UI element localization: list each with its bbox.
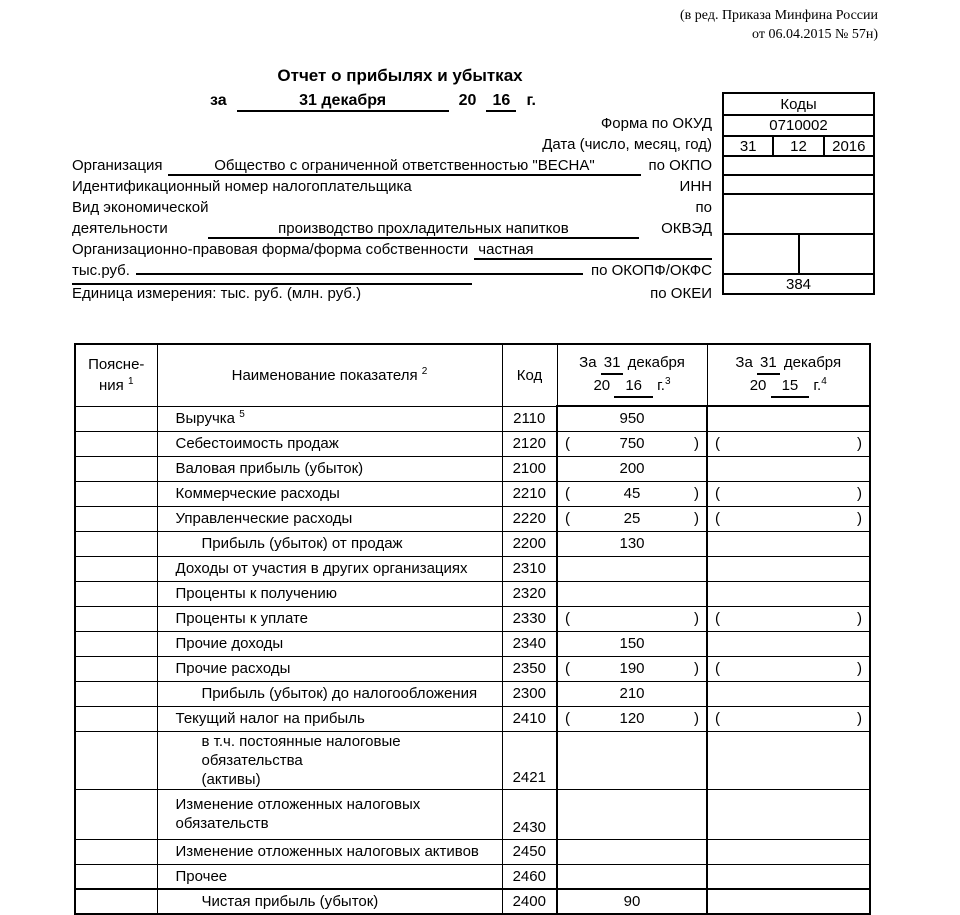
indicator-name-cell: Проценты к получению [157, 581, 502, 606]
table-row [75, 406, 870, 431]
table-row [75, 706, 870, 731]
close-paren: ) [694, 435, 699, 452]
previous-period-cell [707, 406, 870, 431]
line-code-cell: 2220 [502, 506, 557, 531]
line-code-cell: 2310 [502, 556, 557, 581]
close-paren: ) [857, 485, 862, 502]
previous-period-cell [707, 581, 870, 606]
indicator-name-cell: Доходы от участия в других организациях [157, 556, 502, 581]
legal-form-label: Организационно-правовая форма/форма собственности [72, 241, 469, 258]
report-table [74, 343, 871, 915]
current-period-cell: 150 [557, 631, 707, 656]
codes-panel [722, 92, 875, 295]
open-paren: ( [565, 510, 570, 527]
current-period-cell-value: 25 [623, 510, 641, 527]
explanation-cell [75, 631, 157, 656]
open-paren: ( [715, 710, 720, 727]
previous-period-cell [707, 681, 870, 706]
explanation-cell [75, 406, 157, 431]
activity-code-label-1: по [695, 199, 712, 216]
indicator-name-cell: в т.ч. постоянные налоговые обязательства (активы) [157, 731, 502, 789]
table-row [75, 531, 870, 556]
current-period-cell [557, 789, 707, 839]
close-paren: ) [694, 510, 699, 527]
line-code-cell: 2200 [502, 531, 557, 556]
explanation-cell [75, 531, 157, 556]
current-period-cell [557, 581, 707, 606]
open-paren: ( [565, 485, 570, 502]
previous-period-cell [707, 789, 870, 839]
okopf-row [72, 262, 712, 283]
indicator-name-cell: Чистая прибыль (убыток) [157, 889, 502, 914]
table-row [75, 581, 870, 606]
explanation-cell [75, 889, 157, 914]
current-period-cell [557, 656, 707, 681]
line-code-cell: 2410 [502, 706, 557, 731]
indicator-name-cell: Прочее [157, 864, 502, 889]
previous-period-cell [707, 531, 870, 556]
table-row [75, 789, 870, 839]
indicator-name-cell: Проценты к уплате [157, 606, 502, 631]
line-code-cell: 2320 [502, 581, 557, 606]
line-code-cell: 2330 [502, 606, 557, 631]
okfs-cell [798, 235, 874, 273]
line-code-cell: 2450 [502, 839, 557, 864]
indicator-name-cell: Прочие доходы [157, 631, 502, 656]
period-year-value: 16 [486, 92, 516, 112]
close-paren: ) [857, 610, 862, 627]
header-info [72, 115, 712, 304]
okopf-code-label: по ОКОПФ/ОКФС [590, 262, 712, 279]
period-year-prefix: 20 [458, 92, 477, 109]
explanation-cell [75, 581, 157, 606]
report-period [210, 92, 536, 112]
current-period-cell [557, 706, 707, 731]
inn-label: Идентификационный номер налогоплательщика [72, 178, 412, 195]
current-period-cell: 130 [557, 531, 707, 556]
date-code-box [722, 135, 875, 157]
close-paren: ) [694, 485, 699, 502]
close-paren: ) [857, 660, 862, 677]
open-paren: ( [565, 435, 570, 452]
close-paren: ) [857, 710, 862, 727]
current-period-cell-value: 120 [619, 710, 645, 727]
indicator-name-cell: Текущий налог на прибыль [157, 706, 502, 731]
current-period-cell: 90 [557, 889, 707, 914]
inn-code-box [722, 174, 875, 195]
okei-code-box: 384 [722, 273, 875, 295]
open-paren: ( [715, 485, 720, 502]
explanation-cell [75, 681, 157, 706]
explanation-cell [75, 656, 157, 681]
indicator-name-cell: Выручка $^5$ [157, 406, 502, 431]
open-paren: ( [565, 710, 570, 727]
previous-period-cell [707, 481, 870, 506]
codes-panel-header: Коды [722, 92, 875, 116]
table-row [75, 606, 870, 631]
explanation-cell [75, 839, 157, 864]
organization-label: Организация [72, 157, 163, 174]
previous-period-cell [707, 631, 870, 656]
line-code-cell: 2210 [502, 481, 557, 506]
explanation-cell [75, 506, 157, 531]
col-header-explanations: Поясне- ния $^1$ [75, 344, 157, 406]
col-header-indicator: Наименование показателя $^2$ [157, 344, 502, 406]
line-code-cell: 2350 [502, 656, 557, 681]
col-header-current-period: За 31 декабря 20 16 г.$^3$ [557, 344, 707, 406]
date-month-cell: 12 [772, 137, 822, 155]
open-paren: ( [715, 510, 720, 527]
date-day-cell: 31 [739, 137, 757, 155]
current-period-cell [557, 864, 707, 889]
activity-row-1 [72, 199, 712, 220]
current-period-cell-value: 750 [619, 435, 645, 452]
indicator-name-cell: Прибыль (убыток) до налогообложения [157, 681, 502, 706]
indicator-name-cell: Прибыль (убыток) от продаж [157, 531, 502, 556]
table-row [75, 889, 870, 914]
previous-period-cell [707, 506, 870, 531]
indicator-name-cell: Изменение отложенных налоговых активов [157, 839, 502, 864]
open-paren: ( [715, 610, 720, 627]
current-period-cell [557, 606, 707, 631]
current-period-cell-value: 45 [623, 485, 641, 502]
close-paren: ) [857, 510, 862, 527]
line-code-cell: 2120 [502, 431, 557, 456]
okpo-code-box [722, 155, 875, 176]
previous-period-cell [707, 706, 870, 731]
explanation-cell [75, 431, 157, 456]
line-code-cell: 2300 [502, 681, 557, 706]
line-code-cell: 2421 [502, 731, 557, 789]
legal-form-row [72, 241, 712, 262]
legal-form-value: частная [474, 241, 712, 260]
period-prefix: за [210, 92, 227, 109]
indicator-name-cell: Прочие расходы [157, 656, 502, 681]
unit-row [72, 283, 712, 304]
period-date-value: 31 декабря [237, 92, 449, 112]
amendment-note [680, 6, 878, 44]
previous-period-cell [707, 431, 870, 456]
explanation-cell [75, 456, 157, 481]
indicator-name-cell: Себестоимость продаж [157, 431, 502, 456]
unit-small-label: тыс.руб. [72, 262, 130, 279]
previous-period-cell [707, 456, 870, 481]
current-period-cell: 950 [557, 406, 707, 431]
open-paren: ( [565, 610, 570, 627]
period-year-suffix: г. [526, 92, 536, 109]
previous-period-cell [707, 731, 870, 789]
previous-period-cell [707, 656, 870, 681]
table-row [75, 481, 870, 506]
line-code-cell: 2340 [502, 631, 557, 656]
okei-code-label: по ОКЕИ [650, 285, 712, 302]
indicator-name-cell: Коммерческие расходы [157, 481, 502, 506]
current-period-cell-value: 190 [619, 660, 645, 677]
explanation-cell [75, 789, 157, 839]
okved-code-box [722, 193, 875, 235]
table-row [75, 556, 870, 581]
organization-value: Общество с ограниченной ответственностью "ВЕСНА" [168, 157, 640, 176]
indicator-name-cell: Изменение отложенных налоговых обязательств [157, 789, 502, 839]
current-period-cell [557, 431, 707, 456]
activity-value: производство прохладительных напитков [208, 220, 639, 239]
okud-code-box: 0710002 [722, 114, 875, 137]
table-row [75, 631, 870, 656]
date-label: Дата (число, месяц, год) [542, 136, 712, 153]
organization-row [72, 157, 712, 178]
current-period-cell: 200 [557, 456, 707, 481]
close-paren: ) [694, 710, 699, 727]
activity-label-1: Вид экономической [72, 199, 209, 216]
line-code-cell: 2430 [502, 789, 557, 839]
line-code-cell: 2110 [502, 406, 557, 431]
date-row [72, 136, 712, 157]
explanation-cell [75, 706, 157, 731]
inn-code-label: ИНН [679, 178, 712, 195]
table-row [75, 456, 870, 481]
table-row [75, 656, 870, 681]
date-year-cell: 2016 [823, 137, 873, 155]
okpo-label: по ОКПО [648, 157, 712, 174]
inn-row [72, 178, 712, 199]
table-row [75, 681, 870, 706]
report-title: Отчет о прибылях и убытках [277, 66, 523, 85]
previous-period-cell [707, 556, 870, 581]
current-period-cell [557, 731, 707, 789]
open-paren: ( [565, 660, 570, 677]
previous-period-cell [707, 839, 870, 864]
okopf-cell [724, 235, 798, 273]
previous-period-cell [707, 889, 870, 914]
previous-period-cell [707, 606, 870, 631]
line-code-cell: 2100 [502, 456, 557, 481]
report-table-body [75, 406, 870, 914]
table-row [75, 506, 870, 531]
close-paren: ) [857, 435, 862, 452]
line-code-cell: 2460 [502, 864, 557, 889]
current-period-cell: 210 [557, 681, 707, 706]
form-okud-label: Форма по ОКУД [600, 115, 712, 132]
explanation-cell [75, 864, 157, 889]
okopf-okfs-code-box [722, 233, 875, 275]
explanation-cell [75, 606, 157, 631]
explanation-cell [75, 556, 157, 581]
previous-period-cell [707, 864, 870, 889]
explanation-cell [75, 481, 157, 506]
unit-label: Единица измерения: тыс. руб. (млн. руб.) [72, 283, 472, 302]
indicator-name-cell: Управленческие расходы [157, 506, 502, 531]
table-row [75, 431, 870, 456]
activity-label-2: деятельности [72, 220, 168, 237]
table-row [75, 864, 870, 889]
col-header-code: Код [502, 344, 557, 406]
explanation-cell [75, 731, 157, 789]
col-header-previous-period: За 31 декабря 20 15 г.$^4$ [707, 344, 870, 406]
line-code-cell: 2400 [502, 889, 557, 914]
close-paren: ) [694, 610, 699, 627]
table-row [75, 839, 870, 864]
table-header-row [75, 344, 870, 406]
amendment-note-line2: от 06.04.2015 № 57н) [752, 27, 878, 42]
current-period-cell [557, 839, 707, 864]
amendment-note-line1: (в ред. Приказа Минфина России [680, 8, 878, 23]
current-period-cell [557, 481, 707, 506]
table-row [75, 731, 870, 789]
open-paren: ( [715, 435, 720, 452]
indicator-name-cell: Валовая прибыль (убыток) [157, 456, 502, 481]
okopf-fill-line [136, 273, 583, 275]
form-okud-row [72, 115, 712, 136]
okved-label: ОКВЭД [661, 220, 712, 237]
current-period-cell [557, 506, 707, 531]
current-period-cell [557, 556, 707, 581]
close-paren: ) [694, 660, 699, 677]
open-paren: ( [715, 660, 720, 677]
activity-row-2 [72, 220, 712, 241]
